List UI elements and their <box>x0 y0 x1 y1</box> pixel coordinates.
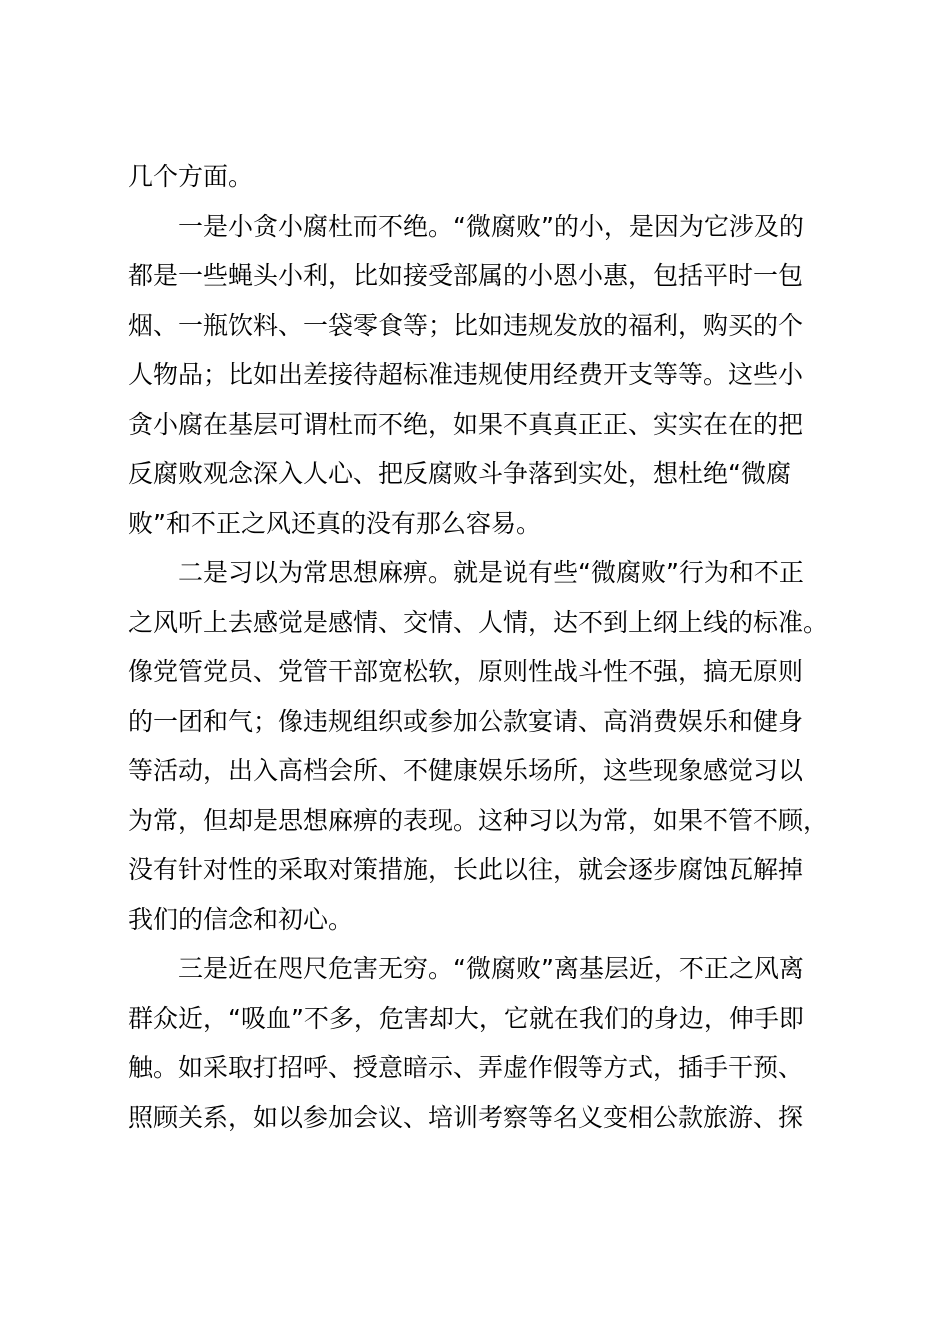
text-line: 都是一些蝇头小利，比如接受部属的小恩小惠，包括平时一包 <box>128 261 804 290</box>
body-text <box>128 152 828 1142</box>
text-line: 等活动，出入高档会所、不健康娱乐场所，这些现象感觉习以 <box>128 756 804 785</box>
text-line: 三是近在咫尺危害无穷。“微腐败”离基层近，不正之风离 <box>128 954 804 983</box>
text-line: 败”和不正之风还真的没有那么容易。 <box>128 508 541 538</box>
text-line: 二是习以为常思想麻痹。就是说有些“微腐败”行为和不正 <box>128 558 804 587</box>
text-line: 像党管党员、党管干部宽松软，原则性战斗性不强，搞无原则 <box>128 657 804 686</box>
text-line: 一是小贪小腐杜而不绝。“微腐败”的小，是因为它涉及的 <box>128 211 804 241</box>
text-line: 之风听上去感觉是感情、交情、人情，达不到上纲上线的标准。 <box>128 607 829 637</box>
text-line: 为常，但却是思想麻痹的表现。这种习以为常，如果不管不顾， <box>128 805 829 835</box>
text-line: 触。如采取打招呼、授意暗示、弄虚作假等方式，插手干预、 <box>128 1053 804 1082</box>
text-line: 人物品；比如出差接待超标准违规使用经费开支等等。这些小 <box>128 360 804 389</box>
text-line: 照顾关系，如以参加会议、培训考察等名义变相公款旅游、探 <box>128 1102 804 1132</box>
text-line: 我们的信念和初心。 <box>128 904 354 934</box>
text-line: 反腐败观念深入人心、把反腐败斗争落到实处，想杜绝“微腐 <box>128 459 791 488</box>
text-line: 群众近，“吸血”不多，危害却大，它就在我们的身边，伸手即 <box>128 1003 804 1033</box>
text-line: 没有针对性的采取对策措施，长此以往，就会逐步腐蚀瓦解掉 <box>128 855 804 884</box>
text-line: 贪小腐在基层可谓杜而不绝，如果不真真正正、实实在在的把 <box>128 409 804 439</box>
text-line: 的一团和气；像违规组织或参加公款宴请、高消费娱乐和健身 <box>128 706 804 736</box>
text-line: 烟、一瓶饮料、一袋零食等；比如违规发放的福利，购买的个 <box>128 310 804 340</box>
text-line: 几个方面。 <box>128 162 254 191</box>
